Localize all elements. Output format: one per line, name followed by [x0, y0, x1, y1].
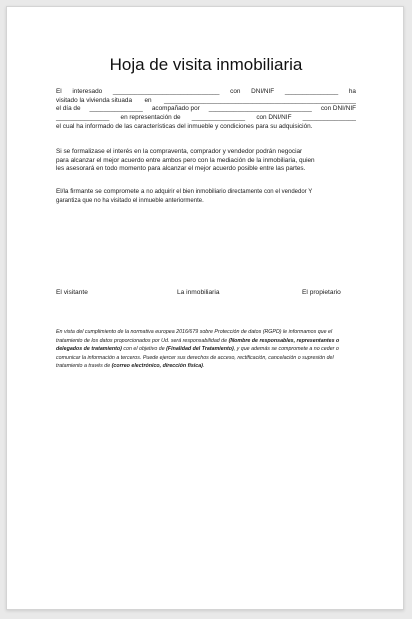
text-segment: ha [348, 88, 356, 95]
blank-field-address: ______________________________________________________ [164, 96, 356, 104]
signature-label-agency: La inmobiliaria [177, 289, 220, 296]
text-segment: el día de [56, 105, 81, 113]
signature-label-visitor: El visitante [56, 289, 88, 296]
note-text: . [202, 363, 205, 370]
text-segment: con DNI/NIF [256, 114, 292, 122]
text-segment: El/la firmante se compromete a [56, 188, 145, 195]
note-text: En vista del cumplimiento de la normativa europea 2016/679 sobre Protección de datos (RGPD) le informamos que el tratamiento de los datos proporcionados por Ud. será responsabilidad de [56, 329, 333, 344]
paragraph-line [56, 97, 356, 106]
blank-field-date: _______________ [89, 105, 143, 113]
visit-statement-paragraph [56, 88, 356, 132]
paragraph-line [56, 123, 356, 132]
blank-field-represented-dni: _______________ [302, 114, 356, 122]
blank-field-companion-name: _____________________________ [208, 105, 312, 113]
paragraph-line: Si se formalizase el interés en la compraventa, comprador y vendedor podrán negociar [56, 148, 303, 155]
paragraph-line: garantiza que no ha visitado el inmueble anteriormente. [56, 197, 204, 204]
note-placeholder-contact: (correo electrónico, dirección física) [111, 363, 203, 370]
paragraph-line [56, 88, 356, 97]
note-placeholder-responsible: (Nombre de responsables, representantes o delegados de tratamiento) [56, 337, 340, 353]
text-segment: en representación de [120, 114, 181, 122]
text-segment: visitado la vivienda situada [56, 96, 133, 104]
blank-field-companion-dni: _______________ [56, 114, 110, 122]
text-segment: con DNI/NIF [320, 105, 356, 113]
blank-field-represented: _______________ [191, 114, 246, 122]
paragraph-line [56, 114, 356, 123]
signature-label-owner: El propietario [302, 289, 341, 296]
negotiation-paragraph [56, 148, 356, 174]
commitment-paragraph [56, 188, 356, 205]
blank-field-interested-dni: _______________ [284, 88, 339, 95]
note-text: , y que además se compromete a no ceder o comunicar la información a terceros. Puede ejercer sus derechos de acceso, rectificación, cancelación o supresión del tratamiento a través de [56, 346, 339, 370]
text-segment: con [230, 88, 241, 95]
privacy-note [56, 328, 356, 371]
text-segment: el cual ha informado de las características del inmueble y condiciones para su adquisición. [56, 122, 313, 130]
text-segment: acompañado por [151, 105, 200, 113]
paragraph-line: les asesorará en todo momento para alcanzar el mejor acuerdo posible entre las partes. [56, 165, 306, 173]
text-segment: en [144, 96, 152, 104]
paragraph-line: para alcanzar el mejor acuerdo entre ambos pero con la mediación de la inmobiliaria, quien [56, 156, 315, 164]
note-placeholder-purpose: (Finalidad del Tratamiento) [166, 346, 234, 353]
paragraph-line [56, 188, 356, 197]
text-segment: no adquirir el bien inmobiliario directamente con el vendedor Y [146, 189, 313, 195]
note-text: con el objetivo de [121, 346, 167, 353]
document-title: Hoja de visita inmobiliaria [109, 55, 303, 74]
blank-field-interested-name: ______________________________ [112, 88, 220, 95]
text-segment: interesado [72, 88, 103, 95]
paragraph-line [56, 105, 356, 114]
text-segment: DNI/NIF [251, 88, 275, 95]
document-page [6, 6, 404, 610]
text-segment: El [56, 88, 62, 95]
